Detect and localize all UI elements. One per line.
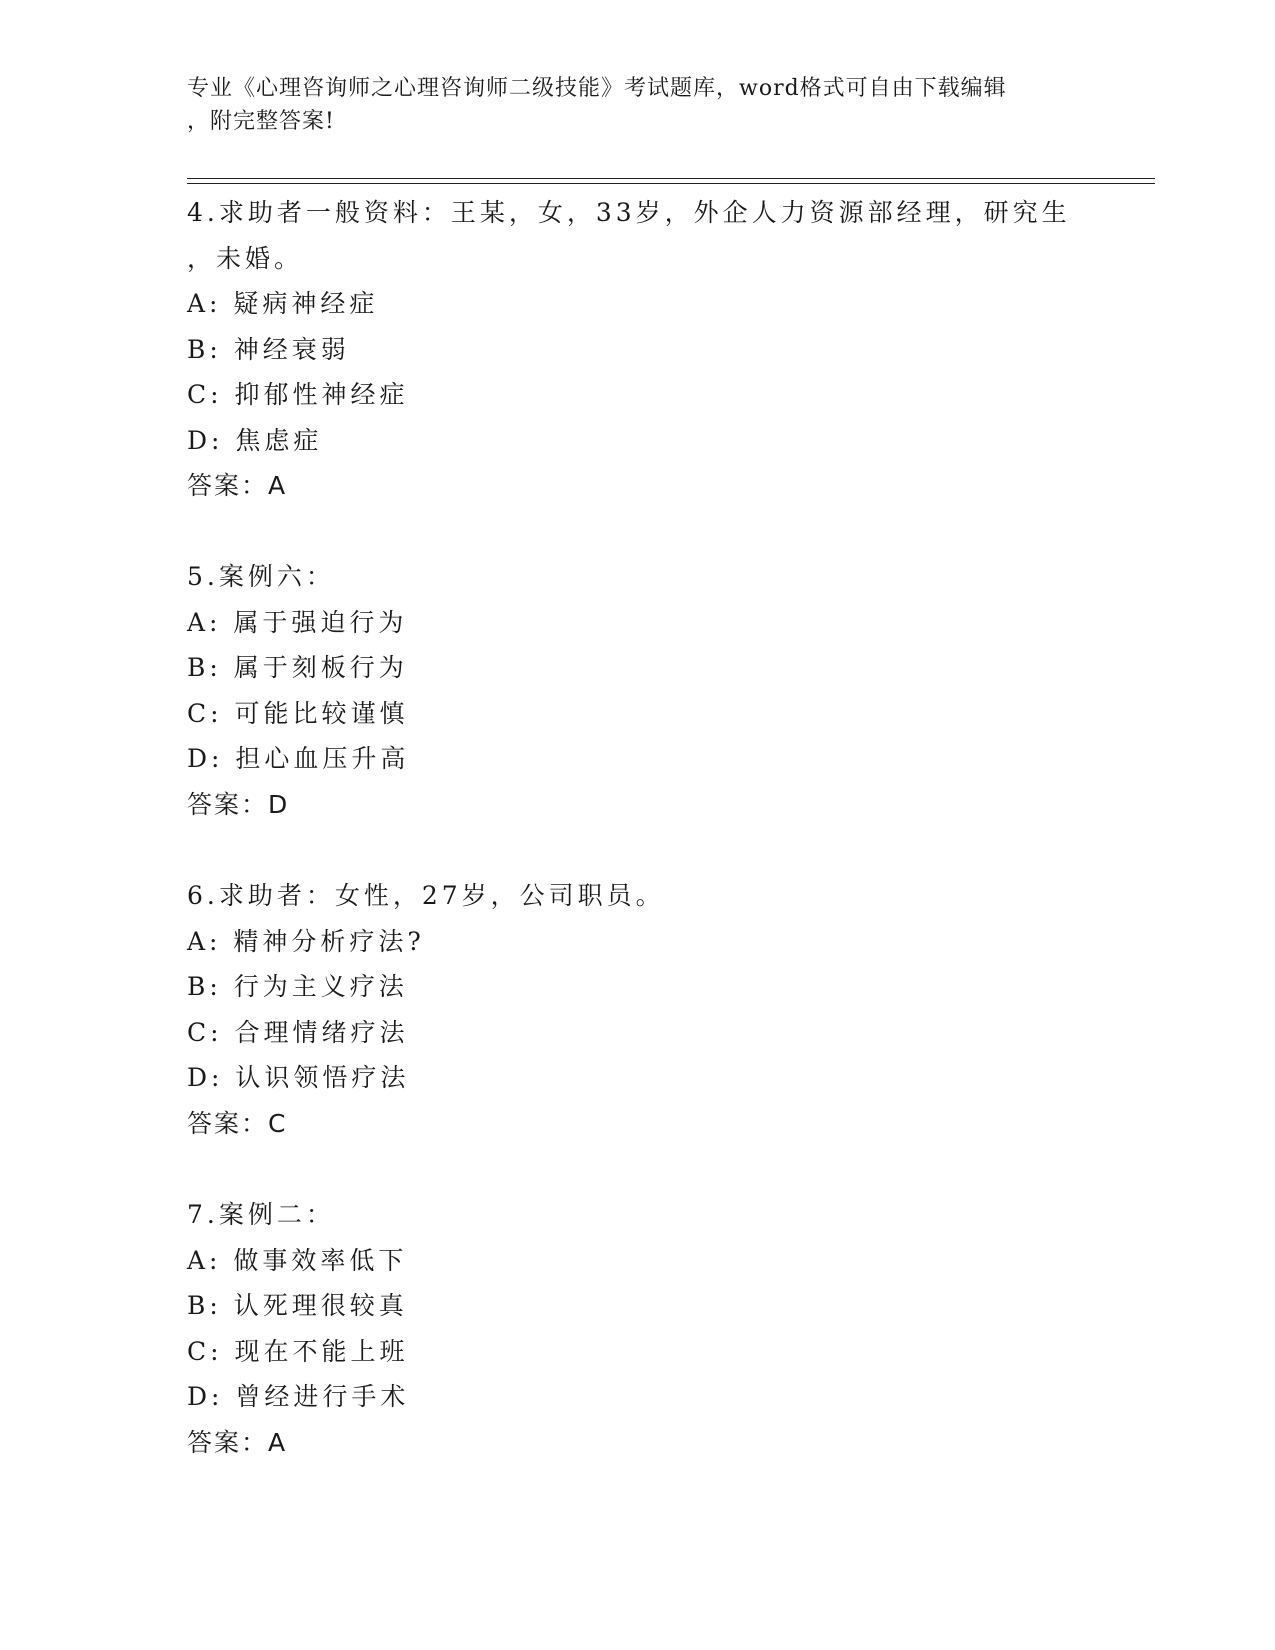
answer: 答案：D [187, 789, 290, 819]
question-5 [187, 554, 1087, 827]
option-a: A: 做事效率低下 [187, 1245, 408, 1275]
question-7 [187, 1192, 1087, 1465]
answer: 答案：C [187, 1108, 288, 1138]
header-line-1: 专业《心理咨询师之心理咨询师二级技能》考试题库，word格式可自由下载编辑 [187, 76, 1007, 101]
document-header [187, 72, 1067, 138]
option-c: C: 可能比较谨慎 [187, 698, 409, 728]
question-stem: 4.求助者一般资料：王某，女，33岁，外企人力资源部经理，研究生 [187, 198, 1071, 227]
header-divider-bottom [187, 183, 1155, 184]
option-c: C: 抑郁性神经症 [187, 380, 409, 409]
header-divider-top [187, 178, 1155, 179]
question-stem: 6.求助者：女性，27岁，公司职员。 [187, 881, 665, 910]
option-d: D: 认识领悟疗法 [187, 1063, 410, 1092]
option-a: A: 属于强迫行为 [187, 607, 408, 637]
question-4 [187, 190, 1087, 509]
option-d: D: 曾经进行手术 [187, 1382, 410, 1411]
question-6 [187, 873, 1087, 1146]
option-c: C: 合理情绪疗法 [187, 1017, 409, 1047]
option-b: B: 神经衰弱 [187, 334, 350, 364]
question-stem-continued: ，未婚。 [187, 243, 304, 273]
header-line-2: ，附完整答案! [187, 109, 335, 134]
answer: 答案：A [187, 1427, 288, 1457]
option-a: A: 精神分析疗法? [187, 926, 425, 956]
answer: 答案：A [187, 471, 288, 500]
option-b: B: 认死理很较真 [187, 1291, 408, 1320]
option-b: B: 属于刻板行为 [187, 653, 408, 682]
question-stem: 7.案例二： [187, 1200, 335, 1229]
option-b: B: 行为主义疗法 [187, 972, 408, 1001]
question-stem: 5.案例六： [187, 562, 335, 591]
option-a: A: 疑病神经症 [187, 289, 379, 318]
option-d: D: 焦虑症 [187, 425, 323, 455]
option-d: D: 担心血压升高 [187, 744, 410, 773]
option-c: C: 现在不能上班 [187, 1336, 409, 1366]
